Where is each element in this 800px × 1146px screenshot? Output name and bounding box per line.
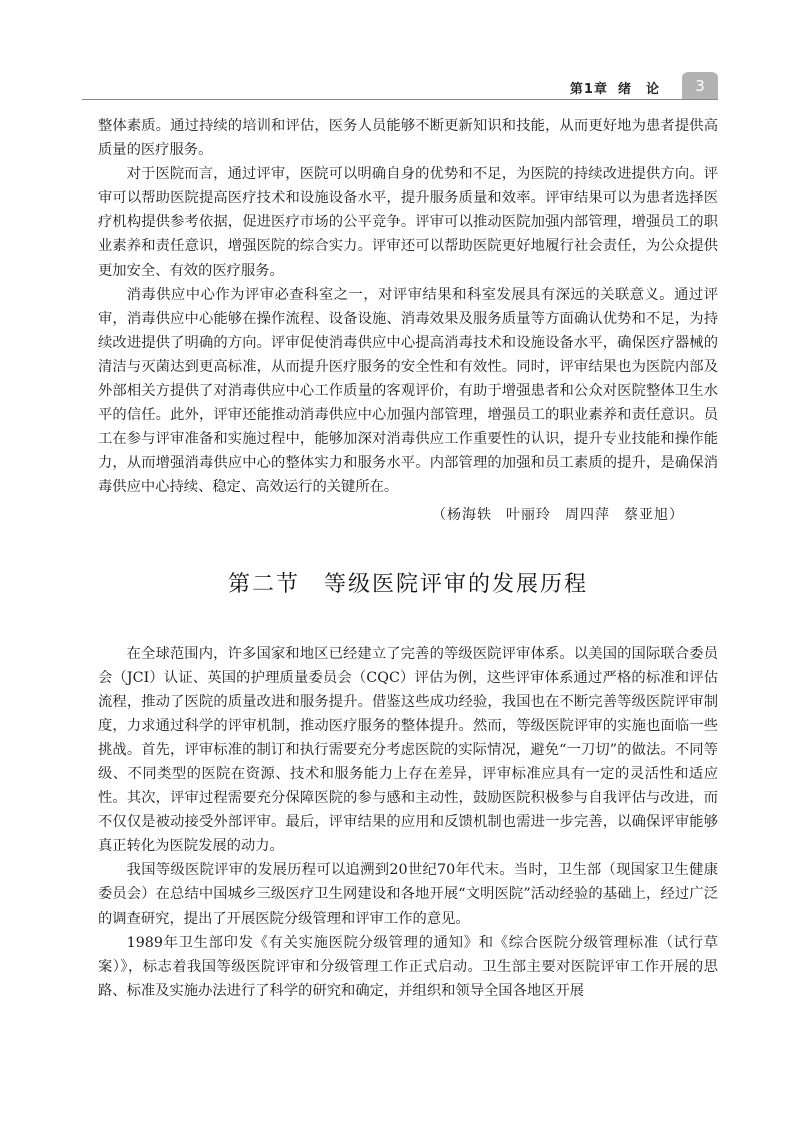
paragraph-history-origin: 我国等级医院评审的发展历程可以追溯到20世纪70年代末。当时，卫生部（现国家卫生健康委员会）在总结中国城乡三级医疗卫生网建设和各地开展“文明医院”活动经验的基础上，经过广泛的调查研究，提出了开展医院分级管理和评审工作的意见。 (98, 862, 718, 927)
page-number-badge: 3 (682, 72, 718, 100)
paragraph-sterile-supply-center: 消毒供应中心作为评审必查科室之一，对评审结果和科室发展具有深远的关联意义。通过评审，消毒供应中心能够在操作流程、设备设施、消毒效果及服务质量等方面确认优势和不足，为持续改进提供了明确的方向。评审促使消毒供应中心提高消毒技术和设施设备水平，确保医疗器械的清洁与灭菌达到更高标准，从而提升医疗服务的安全性和有效性。同时，评审结果也为医院内部及外部相关方提供了对消毒供应中心工作质量的客观评价，有助于增强患者和公众对医院整体卫生水平的信任。此外，评审还能推动消毒供应中心加强内部管理，增强员工的职业素养和责任意识。员工在参与评审准备和实施过程中，能够加深对消毒供应工作重要性的认识，提升专业技能和操作能力，从而增强消毒供应中心的整体实力和服务水平。内部管理的加强和员工素质的提升，是确保消毒供应中心持续、稳定、高效运行的关键所在。 (98, 286, 718, 496)
chapter-label (570, 78, 660, 97)
header-rule (82, 99, 718, 100)
paragraph-hospital-benefits: 对于医院而言，通过评审，医院可以明确自身的优势和不足，为医院的持续改进提供方向。评审可以帮助医院提高医疗技术和设施设备水平，提升服务质量和效率。评审结果可以为患者选择医疗机构提供参考依据，促进医疗市场的公平竞争。评审可以推动医院加强内部管理，增强员工的职业素养和责任意识，增强医院的综合实力。评审还可以帮助医院更好地履行社会责任，为公众提供更加安全、有效的医疗服务。 (98, 166, 718, 279)
author-name: 叶丽玲 (506, 506, 551, 523)
author-name: 杨海轶 (447, 506, 492, 523)
paragraph-1989-launch: 1989年卫生部印发《有关实施医院分级管理的通知》和《综合医院分级管理标准（试行草案）》，标志着我国等级医院评审和分级管理工作正式启动。卫生部主要对医院评审工作开展的思路、标准及实施办法进行了科学的研究和确定，并组织和领导全国各地区开展 (98, 934, 718, 999)
chapter-title-char-1: 绪 (617, 82, 632, 97)
section-label: 第二节 (227, 571, 300, 597)
author-credits: （杨海轶 叶丽玲 周四萍 蔡亚旭） (432, 506, 684, 523)
page-body (98, 114, 718, 1003)
chapter-title-char-2: 论 (645, 82, 660, 97)
running-header (82, 72, 718, 100)
section-title: 等级医院评审的发展历程 (324, 571, 589, 597)
author-name: 周四萍 (565, 506, 610, 523)
paragraph-global-review: 在全球范围内，许多国家和地区已经建立了完善的等级医院评审体系。以美国的国际联合委员会（JCI）认证、英国的护理质量委员会（CQC）评估为例，这些评审体系通过严格的标准和评估流程，推动了医院的质量改进和服务提升。借鉴这些成功经验，我国也在不断完善等级医院评审制度，力求通过科学的评审机制，推动医疗服务的整体提升。然而，等级医院评审的实施也面临一些挑战。首先，评审标准的制订和执行需要充分考虑医院的实际情况，避免“一刀切”的做法。不同等级、不同类型的医院在资源、技术和服务能力上存在差异，评审标准应具有一定的灵活性和适应性。其次，评审过程需要充分保障医院的参与感和主动性，鼓励医院积极参与自我评估与改进，而不仅仅是被动接受外部评审。最后，评审结果的应用和反馈机制也需进一步完善，以确保评审能够真正转化为医院发展的动力。 (98, 645, 718, 855)
author-name: 蔡亚旭 (624, 506, 669, 523)
section-heading (98, 570, 718, 600)
chapter-number: 第1章 (569, 82, 608, 97)
paragraph-continued: 整体素质。通过持续的培训和评估，医务人员能够不断更新知识和技能，从而更好地为患者提供高质量的医疗服务。 (98, 118, 718, 159)
